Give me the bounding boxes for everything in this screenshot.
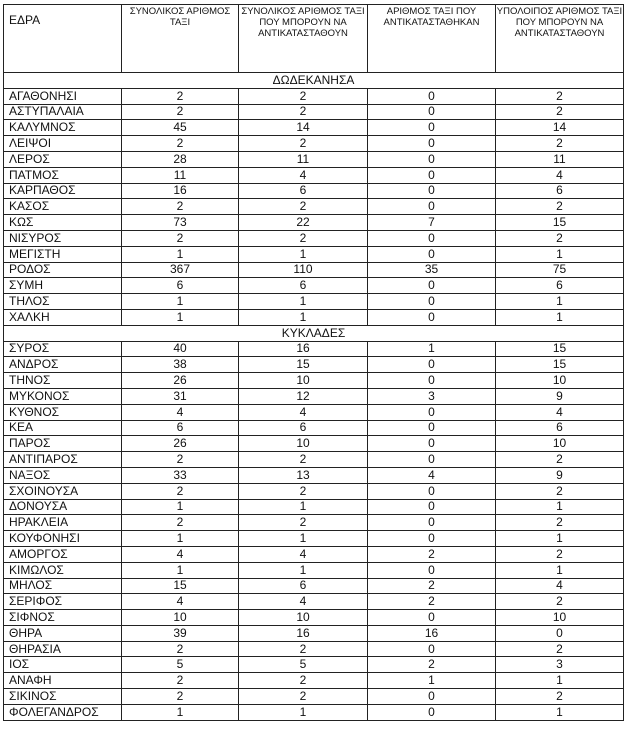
cell-replaceable-taxis: 2 [239, 452, 368, 468]
section-header-row [4, 325, 624, 341]
cell-replaced-taxis: 0 [368, 420, 496, 436]
table-row [4, 388, 624, 404]
cell-remaining-replaceable: 6 [496, 183, 624, 199]
cell-total-taxis: 2 [122, 689, 239, 705]
table-body [4, 73, 624, 721]
cell-seat: ΣΙΦΝΟΣ [4, 610, 122, 626]
table-row [4, 562, 624, 578]
cell-remaining-replaceable: 1 [496, 309, 624, 325]
cell-total-taxis: 38 [122, 357, 239, 373]
section-title: ΔΩΔΕΚΑΝΗΣΑ [4, 73, 624, 89]
cell-replaced-taxis: 0 [368, 357, 496, 373]
cell-replaceable-taxis: 10 [239, 610, 368, 626]
cell-remaining-replaceable: 2 [496, 452, 624, 468]
table-row [4, 483, 624, 499]
cell-remaining-replaceable: 10 [496, 610, 624, 626]
cell-total-taxis: 1 [122, 562, 239, 578]
cell-seat: ΣΕΡΙΦΟΣ [4, 594, 122, 610]
table-row [4, 689, 624, 705]
table-row [4, 452, 624, 468]
table-row [4, 341, 624, 357]
cell-total-taxis: 2 [122, 641, 239, 657]
cell-replaced-taxis: 0 [368, 689, 496, 705]
cell-replaced-taxis: 7 [368, 215, 496, 231]
table-row [4, 151, 624, 167]
table-row [4, 120, 624, 136]
cell-remaining-replaceable: 1 [496, 673, 624, 689]
header-row [4, 5, 624, 73]
cell-total-taxis: 26 [122, 373, 239, 389]
cell-replaceable-taxis: 13 [239, 467, 368, 483]
table-row [4, 262, 624, 278]
cell-total-taxis: 4 [122, 404, 239, 420]
cell-replaceable-taxis: 4 [239, 546, 368, 562]
cell-total-taxis: 5 [122, 657, 239, 673]
cell-replaceable-taxis: 10 [239, 373, 368, 389]
cell-total-taxis: 1 [122, 309, 239, 325]
table-row [4, 546, 624, 562]
cell-replaceable-taxis: 6 [239, 578, 368, 594]
cell-seat: ΜΕΓΙΣΤΗ [4, 246, 122, 262]
cell-seat: ΜΗΛΟΣ [4, 578, 122, 594]
cell-replaceable-taxis: 4 [239, 404, 368, 420]
cell-replaced-taxis: 0 [368, 641, 496, 657]
table-row [4, 167, 624, 183]
table-row [4, 578, 624, 594]
cell-remaining-replaceable: 2 [496, 230, 624, 246]
cell-seat: ΣΥΡΟΣ [4, 341, 122, 357]
cell-total-taxis: 31 [122, 388, 239, 404]
cell-replaced-taxis: 0 [368, 309, 496, 325]
cell-replaced-taxis: 0 [368, 183, 496, 199]
cell-total-taxis: 73 [122, 215, 239, 231]
cell-seat: ΚΟΥΦΟΝΗΣΙ [4, 531, 122, 547]
cell-total-taxis: 2 [122, 88, 239, 104]
cell-replaced-taxis: 0 [368, 167, 496, 183]
cell-replaced-taxis: 35 [368, 262, 496, 278]
cell-seat: ΚΑΡΠΑΘΟΣ [4, 183, 122, 199]
header-total-taxis: ΣΥΝΟΛΙΚΟΣ ΑΡΙΘΜΟΣ ΤΑΞΙ [122, 5, 239, 73]
cell-seat: ΑΝΔΡΟΣ [4, 357, 122, 373]
table-row [4, 215, 624, 231]
table-row [4, 246, 624, 262]
cell-seat: ΚΥΘΝΟΣ [4, 404, 122, 420]
cell-replaceable-taxis: 2 [239, 136, 368, 152]
cell-replaceable-taxis: 4 [239, 167, 368, 183]
cell-total-taxis: 1 [122, 294, 239, 310]
cell-remaining-replaceable: 1 [496, 294, 624, 310]
cell-remaining-replaceable: 6 [496, 420, 624, 436]
cell-total-taxis: 1 [122, 531, 239, 547]
cell-remaining-replaceable: 1 [496, 562, 624, 578]
cell-total-taxis: 2 [122, 136, 239, 152]
cell-total-taxis: 28 [122, 151, 239, 167]
table-row [4, 104, 624, 120]
cell-replaced-taxis: 0 [368, 246, 496, 262]
cell-remaining-replaceable: 15 [496, 357, 624, 373]
cell-replaceable-taxis: 2 [239, 88, 368, 104]
cell-total-taxis: 1 [122, 499, 239, 515]
cell-seat: ΤΗΝΟΣ [4, 373, 122, 389]
cell-replaced-taxis: 0 [368, 104, 496, 120]
cell-remaining-replaceable: 1 [496, 704, 624, 720]
cell-remaining-replaceable: 2 [496, 546, 624, 562]
cell-seat: ΑΣΤΥΠΑΛΑΙΑ [4, 104, 122, 120]
table-row [4, 199, 624, 215]
cell-remaining-replaceable: 1 [496, 531, 624, 547]
cell-seat: ΛΕΡΟΣ [4, 151, 122, 167]
table-row [4, 594, 624, 610]
cell-replaced-taxis: 0 [368, 562, 496, 578]
cell-remaining-replaceable: 2 [496, 515, 624, 531]
cell-total-taxis: 2 [122, 104, 239, 120]
cell-replaceable-taxis: 15 [239, 357, 368, 373]
cell-remaining-replaceable: 2 [496, 689, 624, 705]
cell-total-taxis: 6 [122, 278, 239, 294]
cell-replaced-taxis: 0 [368, 436, 496, 452]
cell-remaining-replaceable: 4 [496, 167, 624, 183]
cell-replaced-taxis: 0 [368, 294, 496, 310]
cell-total-taxis: 1 [122, 246, 239, 262]
cell-replaceable-taxis: 2 [239, 689, 368, 705]
cell-seat: ΑΝΑΦΗ [4, 673, 122, 689]
cell-remaining-replaceable: 9 [496, 467, 624, 483]
cell-replaceable-taxis: 6 [239, 183, 368, 199]
cell-replaceable-taxis: 2 [239, 673, 368, 689]
cell-replaceable-taxis: 16 [239, 341, 368, 357]
cell-replaced-taxis: 2 [368, 578, 496, 594]
cell-replaced-taxis: 0 [368, 278, 496, 294]
cell-total-taxis: 2 [122, 199, 239, 215]
cell-seat: ΗΡΑΚΛΕΙΑ [4, 515, 122, 531]
cell-seat: ΣΥΜΗ [4, 278, 122, 294]
cell-remaining-replaceable: 6 [496, 278, 624, 294]
table-row [4, 420, 624, 436]
cell-replaced-taxis: 0 [368, 151, 496, 167]
cell-seat: ΔΟΝΟΥΣΑ [4, 499, 122, 515]
cell-replaced-taxis: 2 [368, 594, 496, 610]
cell-seat: ΡΟΔΟΣ [4, 262, 122, 278]
table-row [4, 436, 624, 452]
cell-remaining-replaceable: 2 [496, 483, 624, 499]
cell-replaced-taxis: 2 [368, 546, 496, 562]
cell-remaining-replaceable: 15 [496, 341, 624, 357]
cell-replaceable-taxis: 2 [239, 230, 368, 246]
section-header-row [4, 73, 624, 89]
cell-replaced-taxis: 0 [368, 199, 496, 215]
cell-replaceable-taxis: 10 [239, 436, 368, 452]
cell-total-taxis: 33 [122, 467, 239, 483]
cell-remaining-replaceable: 9 [496, 388, 624, 404]
cell-replaceable-taxis: 14 [239, 120, 368, 136]
cell-replaceable-taxis: 22 [239, 215, 368, 231]
table-row [4, 531, 624, 547]
cell-replaced-taxis: 3 [368, 388, 496, 404]
cell-seat: ΙΟΣ [4, 657, 122, 673]
cell-replaceable-taxis: 1 [239, 562, 368, 578]
cell-remaining-replaceable: 11 [496, 151, 624, 167]
table-row [4, 357, 624, 373]
cell-total-taxis: 10 [122, 610, 239, 626]
cell-seat: ΚΑΛΥΜΝΟΣ [4, 120, 122, 136]
header-replaced-taxis: ΑΡΙΘΜΟΣ ΤΑΞΙ ΠΟΥ ΑΝΤΙΚΑΤΑΣΤΑΘΗΚΑΝ [368, 5, 496, 73]
cell-remaining-replaceable: 2 [496, 594, 624, 610]
cell-replaced-taxis: 0 [368, 704, 496, 720]
cell-replaceable-taxis: 1 [239, 294, 368, 310]
cell-replaced-taxis: 0 [368, 610, 496, 626]
cell-total-taxis: 2 [122, 230, 239, 246]
cell-seat: ΝΑΞΟΣ [4, 467, 122, 483]
cell-replaceable-taxis: 1 [239, 531, 368, 547]
cell-replaced-taxis: 0 [368, 373, 496, 389]
cell-replaceable-taxis: 2 [239, 483, 368, 499]
table-row [4, 641, 624, 657]
cell-seat: ΘΗΡΑ [4, 625, 122, 641]
cell-seat: ΧΑΛΚΗ [4, 309, 122, 325]
cell-seat: ΤΗΛΟΣ [4, 294, 122, 310]
table-row [4, 88, 624, 104]
table-row [4, 230, 624, 246]
cell-total-taxis: 4 [122, 546, 239, 562]
cell-remaining-replaceable: 2 [496, 641, 624, 657]
cell-replaced-taxis: 0 [368, 404, 496, 420]
cell-replaceable-taxis: 1 [239, 704, 368, 720]
cell-replaceable-taxis: 2 [239, 199, 368, 215]
table-row [4, 625, 624, 641]
cell-remaining-replaceable: 2 [496, 199, 624, 215]
cell-total-taxis: 1 [122, 704, 239, 720]
cell-replaceable-taxis: 2 [239, 104, 368, 120]
cell-seat: ΑΝΤΙΠΑΡΟΣ [4, 452, 122, 468]
cell-remaining-replaceable: 14 [496, 120, 624, 136]
cell-replaceable-taxis: 2 [239, 641, 368, 657]
cell-replaceable-taxis: 6 [239, 420, 368, 436]
cell-remaining-replaceable: 4 [496, 578, 624, 594]
cell-replaceable-taxis: 12 [239, 388, 368, 404]
cell-replaced-taxis: 4 [368, 467, 496, 483]
cell-replaceable-taxis: 5 [239, 657, 368, 673]
table-row [4, 657, 624, 673]
cell-remaining-replaceable: 0 [496, 625, 624, 641]
section-title: ΚΥΚΛΑΔΕΣ [4, 325, 624, 341]
cell-seat: ΚΑΣΟΣ [4, 199, 122, 215]
table-row [4, 673, 624, 689]
cell-remaining-replaceable: 10 [496, 436, 624, 452]
cell-replaced-taxis: 0 [368, 120, 496, 136]
cell-replaceable-taxis: 1 [239, 309, 368, 325]
cell-replaced-taxis: 0 [368, 452, 496, 468]
cell-replaceable-taxis: 11 [239, 151, 368, 167]
cell-seat: ΝΙΣΥΡΟΣ [4, 230, 122, 246]
cell-replaceable-taxis: 6 [239, 278, 368, 294]
cell-seat: ΚΕΑ [4, 420, 122, 436]
cell-replaceable-taxis: 1 [239, 499, 368, 515]
header-remaining-replaceable: ΥΠΟΛΟΙΠΟΣ ΑΡΙΘΜΟΣ ΤΑΞΙ ΠΟΥ ΜΠΟΡΟΥΝ ΝΑ ΑΝΤΙΚΑΤΑΣΤΑΘΟΥΝ [496, 5, 624, 73]
cell-replaceable-taxis: 4 [239, 594, 368, 610]
cell-total-taxis: 15 [122, 578, 239, 594]
cell-total-taxis: 39 [122, 625, 239, 641]
cell-remaining-replaceable: 2 [496, 104, 624, 120]
cell-total-taxis: 4 [122, 594, 239, 610]
header-seat: ΕΔΡΑ [4, 5, 122, 73]
cell-remaining-replaceable: 75 [496, 262, 624, 278]
cell-seat: ΚΩΣ [4, 215, 122, 231]
cell-replaced-taxis: 0 [368, 499, 496, 515]
table-row [4, 278, 624, 294]
table-row [4, 136, 624, 152]
table-row [4, 183, 624, 199]
cell-seat: ΣΙΚΙΝΟΣ [4, 689, 122, 705]
cell-replaced-taxis: 2 [368, 657, 496, 673]
cell-total-taxis: 26 [122, 436, 239, 452]
cell-total-taxis: 2 [122, 673, 239, 689]
cell-total-taxis: 40 [122, 341, 239, 357]
cell-remaining-replaceable: 2 [496, 136, 624, 152]
cell-total-taxis: 16 [122, 183, 239, 199]
cell-remaining-replaceable: 1 [496, 246, 624, 262]
cell-seat: ΜΥΚΟΝΟΣ [4, 388, 122, 404]
table-row [4, 404, 624, 420]
cell-total-taxis: 2 [122, 515, 239, 531]
cell-replaceable-taxis: 16 [239, 625, 368, 641]
cell-remaining-replaceable: 2 [496, 88, 624, 104]
cell-seat: ΑΜΟΡΓΟΣ [4, 546, 122, 562]
cell-seat: ΠΑΡΟΣ [4, 436, 122, 452]
cell-replaced-taxis: 16 [368, 625, 496, 641]
taxi-replacement-table [3, 4, 624, 721]
cell-seat: ΠΑΤΜΟΣ [4, 167, 122, 183]
table-row [4, 704, 624, 720]
cell-seat: ΦΟΛΕΓΑΝΔΡΟΣ [4, 704, 122, 720]
cell-seat: ΑΓΑΘΟΝΗΣΙ [4, 88, 122, 104]
cell-remaining-replaceable: 3 [496, 657, 624, 673]
cell-total-taxis: 45 [122, 120, 239, 136]
header-replaceable-taxis: ΣΥΝΟΛΙΚΟΣ ΑΡΙΘΜΟΣ ΤΑΞΙ ΠΟΥ ΜΠΟΡΟΥΝ ΝΑ ΑΝΤΙΚΑΤΑΣΤΑΘΟΥΝ [239, 5, 368, 73]
cell-remaining-replaceable: 1 [496, 499, 624, 515]
cell-replaced-taxis: 0 [368, 230, 496, 246]
cell-total-taxis: 6 [122, 420, 239, 436]
cell-replaced-taxis: 0 [368, 515, 496, 531]
table-row [4, 294, 624, 310]
cell-replaceable-taxis: 1 [239, 246, 368, 262]
table-row [4, 610, 624, 626]
table-row [4, 467, 624, 483]
cell-replaced-taxis: 0 [368, 483, 496, 499]
cell-replaced-taxis: 1 [368, 673, 496, 689]
cell-total-taxis: 367 [122, 262, 239, 278]
cell-remaining-replaceable: 15 [496, 215, 624, 231]
cell-replaced-taxis: 0 [368, 136, 496, 152]
cell-seat: ΣΧΟΙΝΟΥΣΑ [4, 483, 122, 499]
table-row [4, 373, 624, 389]
cell-replaced-taxis: 0 [368, 88, 496, 104]
cell-seat: ΘΗΡΑΣΙΑ [4, 641, 122, 657]
cell-replaceable-taxis: 2 [239, 515, 368, 531]
cell-replaceable-taxis: 110 [239, 262, 368, 278]
table-row [4, 515, 624, 531]
cell-total-taxis: 11 [122, 167, 239, 183]
cell-total-taxis: 2 [122, 452, 239, 468]
cell-replaced-taxis: 1 [368, 341, 496, 357]
cell-total-taxis: 2 [122, 483, 239, 499]
table-row [4, 499, 624, 515]
cell-seat: ΛΕΙΨΟΙ [4, 136, 122, 152]
cell-remaining-replaceable: 4 [496, 404, 624, 420]
cell-seat: ΚΙΜΩΛΟΣ [4, 562, 122, 578]
cell-replaced-taxis: 0 [368, 531, 496, 547]
cell-remaining-replaceable: 10 [496, 373, 624, 389]
table-row [4, 309, 624, 325]
